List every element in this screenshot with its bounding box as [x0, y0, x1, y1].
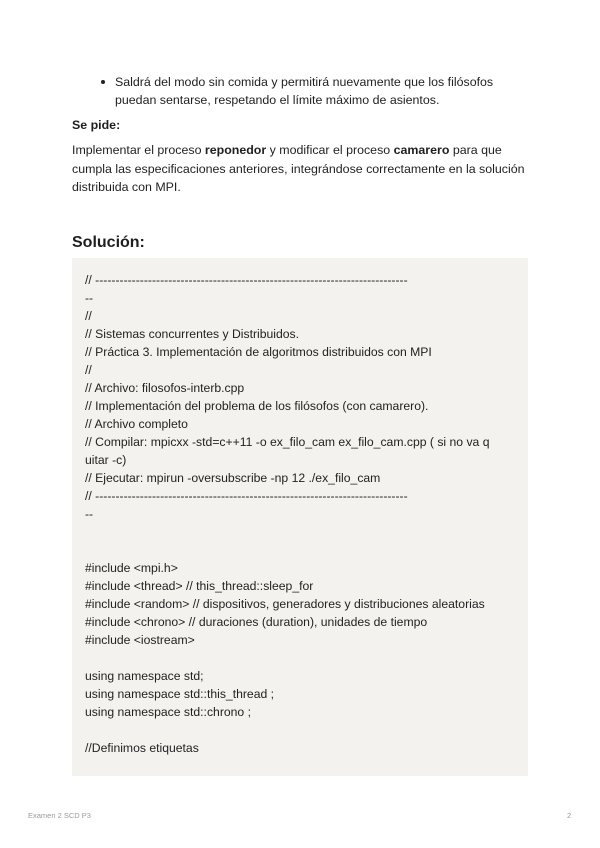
code-block	[72, 258, 528, 776]
code-line: #include <iostream>	[85, 633, 195, 647]
code-line: // Ejecutar: mpirun -oversubscribe -np 12 ./ex_filo_cam	[85, 471, 381, 485]
code-line: //Definimos etiquetas	[85, 741, 199, 755]
bullet-text-line-2: puedan sentarse, respetando el límite máximo de asientos.	[115, 93, 440, 107]
code-line: //	[85, 363, 92, 377]
code-line: #include <chrono> // duraciones (duration), unidades de tiempo	[85, 615, 428, 629]
code-line: uitar -c)	[85, 453, 127, 467]
code-line: // -----------------------------------------------------------------------------	[85, 273, 408, 287]
code-line: using namespace std;	[85, 669, 204, 683]
paragraph-bold-camarero: camarero	[393, 143, 450, 157]
bullet-list	[115, 73, 535, 109]
code-line: using namespace std::this_thread ;	[85, 687, 275, 701]
code-line: //	[85, 309, 92, 323]
code-line: // Sistemas concurrentes y Distribuidos.	[85, 327, 300, 341]
footer-document-title: Examen 2 SCD P3	[28, 811, 91, 820]
se-pide-label: Se pide:	[72, 118, 121, 132]
code-line: --	[85, 507, 94, 521]
bullet-dot	[101, 80, 105, 84]
footer-page-number: 2	[567, 811, 572, 820]
bullet-text-line-1: Saldrá del modo sin comida y permitirá nuevamente que los filósofos	[115, 75, 494, 89]
code-line: #include <random> // dispositivos, generadores y distribuciones aleatorias	[85, 597, 485, 611]
solution-heading: Solución:	[72, 234, 145, 251]
code-line: using namespace std::chrono ;	[85, 705, 251, 719]
list-item	[115, 73, 535, 109]
code-line: // Práctica 3. Implementación de algoritmos distribuidos con MPI	[85, 345, 432, 359]
paragraph-text: para que cumpla las especificaciones anteriores, integrándose correctamente en la solución distribuida con MPI.	[72, 143, 525, 194]
code-line: // Implementación del problema de los filósofos (con camarero).	[85, 399, 429, 413]
code-line: // Compilar: mpicxx -std=c++11 -o ex_filo_cam ex_filo_cam.cpp ( si no va q	[85, 435, 490, 449]
code-line: // Archivo completo	[85, 417, 188, 431]
paragraph-text: Implementar el proceso	[72, 143, 205, 157]
code-line: // Archivo: filosofos-interb.cpp	[85, 381, 245, 395]
paragraph-bold-reponedor: reponedor	[204, 143, 267, 157]
code-line: --	[85, 291, 94, 305]
instruction-paragraph	[72, 141, 532, 197]
paragraph-text: y modificar el proceso	[266, 143, 394, 157]
code-line: #include <thread> // this_thread::sleep_for	[85, 579, 314, 593]
code-line: #include <mpi.h>	[85, 561, 178, 575]
code-line: // -----------------------------------------------------------------------------	[85, 489, 408, 503]
